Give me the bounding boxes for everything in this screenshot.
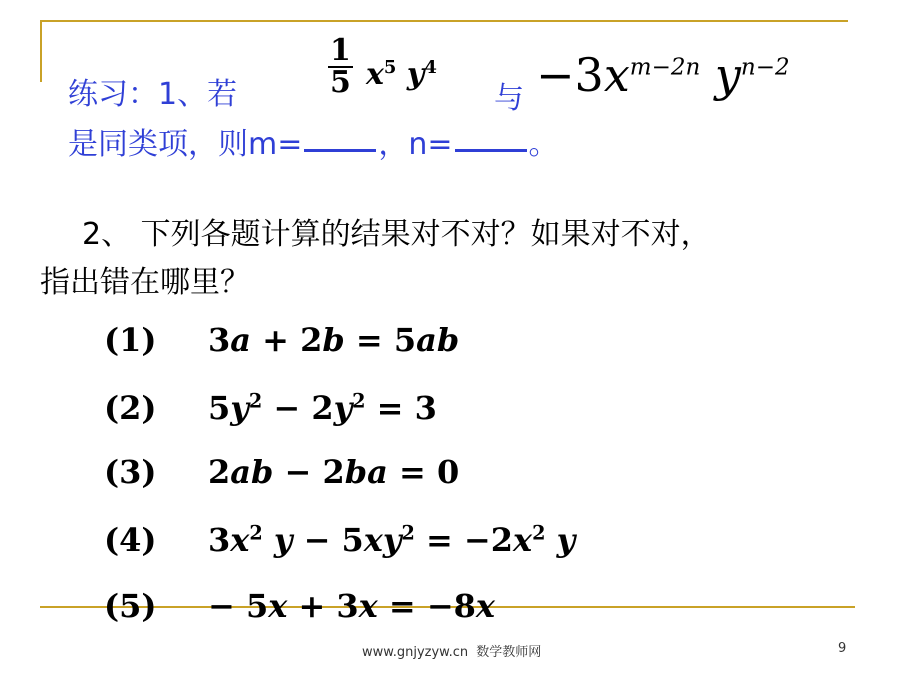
fraction-one-fifth: [328, 33, 353, 100]
problem-label: (2): [104, 389, 157, 427]
term2-x: x: [603, 48, 630, 102]
footer-site-url[interactable]: www.gnjyzyw.cn: [362, 645, 469, 660]
left-decor-line: [40, 20, 42, 82]
problem-row-1: [104, 321, 460, 359]
term2-monomial: [536, 48, 790, 102]
question2-line1: 2、 下列各题计算的结果对不对？如果对不对，: [82, 217, 711, 252]
problem-row-5: [104, 587, 495, 625]
fraction-denominator: 5: [330, 65, 351, 100]
n-answer-blank[interactable]: [455, 148, 527, 152]
term1-y: y: [406, 57, 425, 92]
exercise-line2: [68, 127, 559, 162]
footer-site-name: 数学教师网: [476, 645, 542, 660]
term1-x: x: [366, 57, 384, 92]
term1-x-exponent: 5: [383, 57, 397, 78]
exercise-m-prompt: 是同类项，则m=: [68, 127, 303, 162]
m-answer-blank[interactable]: [304, 148, 376, 152]
problem-expression: − 5x + 3x = −8x: [208, 587, 495, 625]
problem-expression: $3x^2$ $y - 5xy^2 = -2x^2$ y: [208, 521, 576, 559]
term2-coefficient: −3: [536, 48, 604, 102]
problem-row-3: [104, 453, 460, 491]
problem-expression: 2ab − 2ba = 0: [208, 453, 460, 491]
term2-x-exponent: m−2n: [629, 54, 701, 81]
problem-row-2: [104, 389, 437, 427]
term2-y: y: [714, 48, 741, 102]
footer-site[interactable]: [362, 641, 541, 660]
problem-expression: $5y^2 - 2y^2 = 3$: [208, 389, 437, 427]
problem-expression: 3a + 2b = 5ab: [208, 321, 460, 359]
term2-y-exponent: n−2: [740, 54, 790, 81]
exercise-connector: 与: [494, 81, 524, 116]
problem-label: (4): [104, 521, 157, 559]
fraction-numerator: 1: [330, 33, 351, 68]
problem-label: (1): [104, 321, 157, 359]
problem-row-4: [104, 521, 576, 559]
problem-label: (3): [104, 453, 157, 491]
top-decor-line: [40, 20, 848, 22]
question2-line2: 指出错在哪里？: [40, 265, 250, 300]
exercise-prefix: 练习：1、若: [68, 77, 238, 112]
exercise-line2-end: 。: [528, 127, 559, 162]
page-number: 9: [838, 641, 847, 656]
term1-monomial: [366, 57, 437, 92]
term1-y-exponent: 4: [424, 57, 437, 78]
exercise-n-prompt: ，n=: [378, 127, 453, 162]
problem-label: (5): [104, 587, 157, 625]
